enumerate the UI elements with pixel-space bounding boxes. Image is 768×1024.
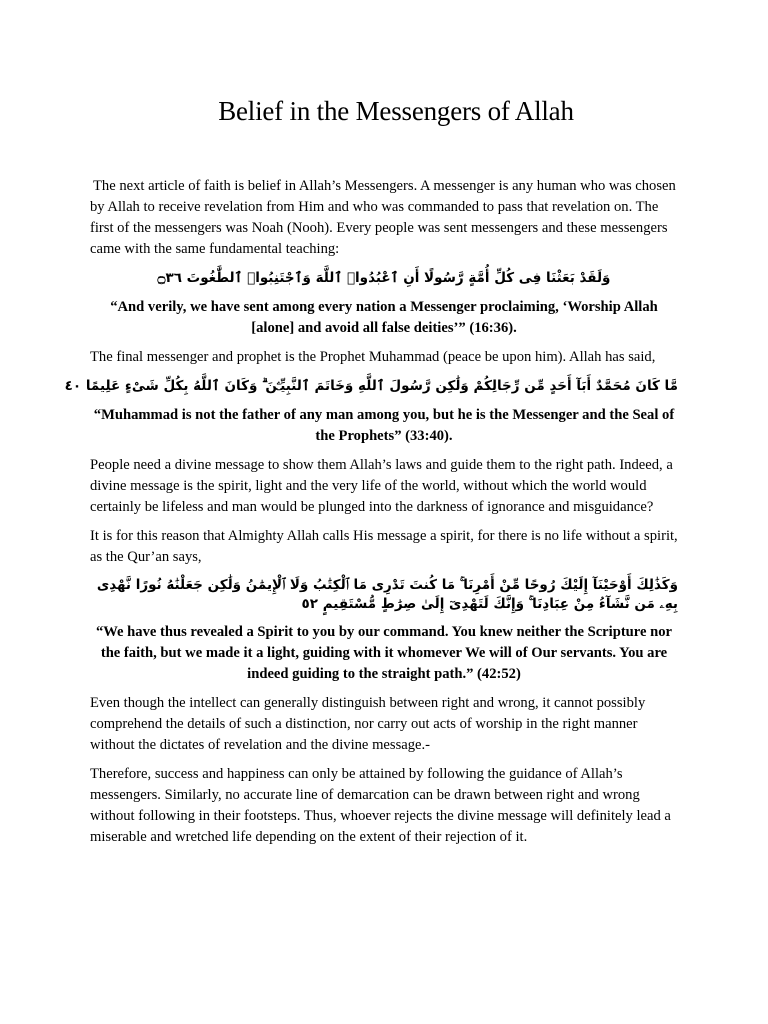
document-body bbox=[64, 176, 678, 856]
quran-verse-33-40-translation: “Muhammad is not the father of any man among you, but he is the Messenger and the Seal of the Prophets” (33:40). bbox=[93, 407, 675, 444]
quran-verse-42-52-translation: “We have thus revealed a Spirit to you by our command. You knew neither the Scripture nor the faith, but we made it a light, guiding with it whomever We will of Our servants. You are indeed guiding to the straight path.” (42:52) bbox=[95, 624, 673, 682]
paragraph-intellect: Even though the intellect can generally distinguish between right and wrong, it cannot possibly comprehend the details of such a distinction, nor carry out acts of worship in the right manner without the dictates of revelation and the divine message.- bbox=[90, 695, 646, 753]
paragraph-intro: The next article of faith is belief in Allah’s Messengers. A messenger is any human who was chosen by Allah to receive revelation from Him and who was commanded to pass that revelation on. The first of the messengers was Noah (Nooh). Every people was sent messengers and these messengers came with the same fundamental teaching: bbox=[90, 178, 676, 257]
quran-verse-42-52-arabic: وَكَذَٰلِكَ أَوْحَيْنَآ إِلَيْكَ رُوحًا مِّنْ أَمْرِنَا ۚ مَا كُنتَ تَدْرِى مَا ٱلْكِتَٰبُ وَلَا ٱلْإِيمَٰنُ وَلَٰكِن جَعَلْنَٰهُ نُورًا نَّهْدِى بِهِۦ مَن نَّشَآءُ مِنْ عِبَادِنَا ۚ وَإِنَّكَ لَتَهْدِىٓ إِلَىٰ صِرَٰطٍ مُّسْتَقِيمٍ ٥٢ bbox=[96, 577, 678, 612]
quran-verse-16-36-translation: “And verily, we have sent among every nation a Messenger proclaiming, ‘Worship Allah [alone] and avoid all false deities’” (16:36). bbox=[110, 299, 658, 336]
paragraph-final-messenger: The final messenger and prophet is the Prophet Muhammad (peace be upon him). Allah has said, bbox=[90, 349, 656, 365]
quran-verse-16-36-arabic: وَلَقَدْ بَعَثْنَا فِى كُلِّ أُمَّةٍ رَّسُولًا أَنِ ٱعْبُدُوا۟ ٱللَّهَ وَٱجْتَنِبُوا۟ ٱلطَّٰغُوتَ ۝٣٦ bbox=[157, 270, 611, 286]
document-title: Belief in the Messengers of Allah bbox=[218, 96, 574, 126]
quran-verse-33-40-arabic: مَّا كَانَ مُحَمَّدٌ أَبَآ أَحَدٍ مِّن رِّجَالِكُمْ وَلَٰكِن رَّسُولَ ٱللَّهِ وَخَاتَمَ ٱلنَّبِيِّـۧنَ ۗ وَكَانَ ٱللَّهُ بِكُلِّ شَىْءٍ عَلِيمًا ٤٠ bbox=[64, 378, 678, 394]
paragraph-spirit: It is for this reason that Almighty Allah calls His message a spirit, for there is no life without a spirit, as the Qur’an says, bbox=[90, 528, 678, 565]
paragraph-success: Therefore, success and happiness can only be attained by following the guidance of Allah’s messengers. Similarly, no accurate line of demarcation can be drawn between right and wrong without following in their footsteps. Thus, whoever rejects the divine message will definitely lead a miserable and wretched life depending on the extent of their rejection of it. bbox=[90, 766, 671, 845]
paragraph-divine-message: People need a divine message to show them Allah’s laws and guide them to the right path. Indeed, a divine message is the spirit, light and the very life of the world, without which the world would certainly be lifeless and man would be plunged into the darkness of ignorance and misguidance? bbox=[90, 457, 673, 515]
